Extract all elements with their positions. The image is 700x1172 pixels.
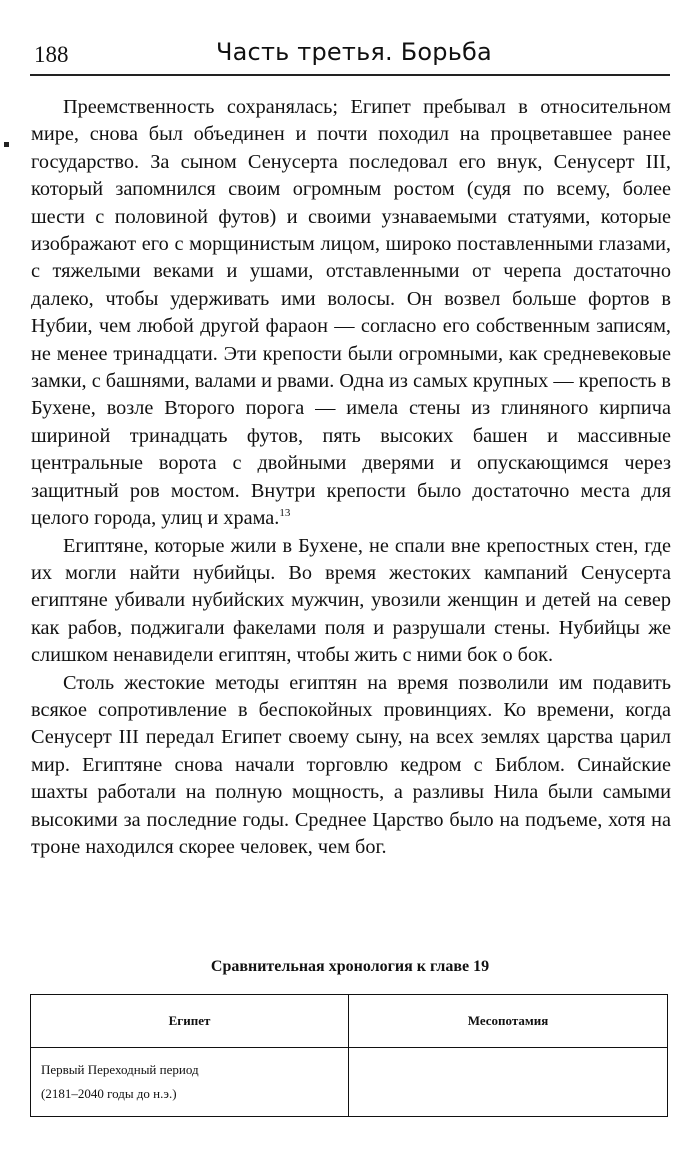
paragraph-text: Преемственность сохранялась; Египет пребывал в относительном мире, снова был объединен и почти походил на процветавшее ранее государство. За сыном Сенусерта последовал его внук, Сенусерт III, который запомнился своим огромным ростом (судя по всему, более шести с половиной футов) и своими узнаваемыми статуями, которые изображают его с морщинистым лицом, широко поставленными глазами, с тяжелыми веками и ушами, отставленными от черепа достаточно далеко, чтобы удерживать ими волосы. Он возвел больше фортов в Нубии, чем любой другой фараон — согласно его собственным записям, не менее тринадцати. Эти крепости были огромными, как средневековые замки, с башнями, валами и рвами. Одна из самых крупных — крепость в Бухене, возле Второго порога — имела стены из глиняного кирпича шириной тринадцать футов, пять высоких башен и массивные центральные ворота с двойными дверями и опускающимся через защитный ров мостом. Внутри крепости было достаточно места для целого города, улиц и храма. — [31, 96, 671, 530]
paragraph — [31, 533, 671, 670]
paragraph-text: Египтяне, которые жили в Бухене, не спали вне крепостных стен, где их могли найти нубийцы. Во время жестоких кампаний Сенусерта египтяне убивали нубийских мужчин, увозили женщин и детей на север как рабов, поджигали факелами поля и разрушали стены. Нубийцы же слишком ненавидели египтян, чтобы жить с ними бок о бок. — [31, 534, 671, 667]
chronology-table — [30, 994, 668, 1117]
period-name: Первый Переходный период — [41, 1062, 199, 1077]
page-number: 188 — [34, 42, 69, 67]
paragraph — [31, 670, 671, 862]
column-header-egypt: Египет — [31, 995, 349, 1048]
running-title: Часть третья. Борьба — [216, 38, 492, 66]
margin-mark — [4, 142, 9, 147]
running-header — [30, 30, 670, 76]
body-text — [31, 94, 671, 861]
table-cell-egypt — [31, 1048, 349, 1117]
paragraph — [31, 94, 671, 533]
table-header-row — [31, 995, 668, 1048]
table-caption: Сравнительная хронология к главе 19 — [210, 958, 490, 975]
paragraph-text: Столь жестокие методы египтян на время позволили им подавить всякое сопротивление в беспокойных провинциях. Ко времени, когда Сенусерт III передал Египет своему сыну, на всех землях царства царил мир. Египтяне снова начали торговлю кедром с Библом. Синайские шахты работали на полную мощность, а разливы Нила были самыми высокими за последние годы. Среднее Царство было на подъеме, хотя на троне находился скорее человек, чем бог. — [31, 671, 671, 858]
footnote-ref: 13 — [279, 507, 291, 520]
column-header-mesopotamia: Месопотамия — [349, 995, 668, 1048]
table-cell-mesopotamia — [349, 1048, 668, 1117]
table-row — [31, 1048, 668, 1117]
period-dates: (2181–2040 годы до н.э.) — [41, 1086, 177, 1101]
